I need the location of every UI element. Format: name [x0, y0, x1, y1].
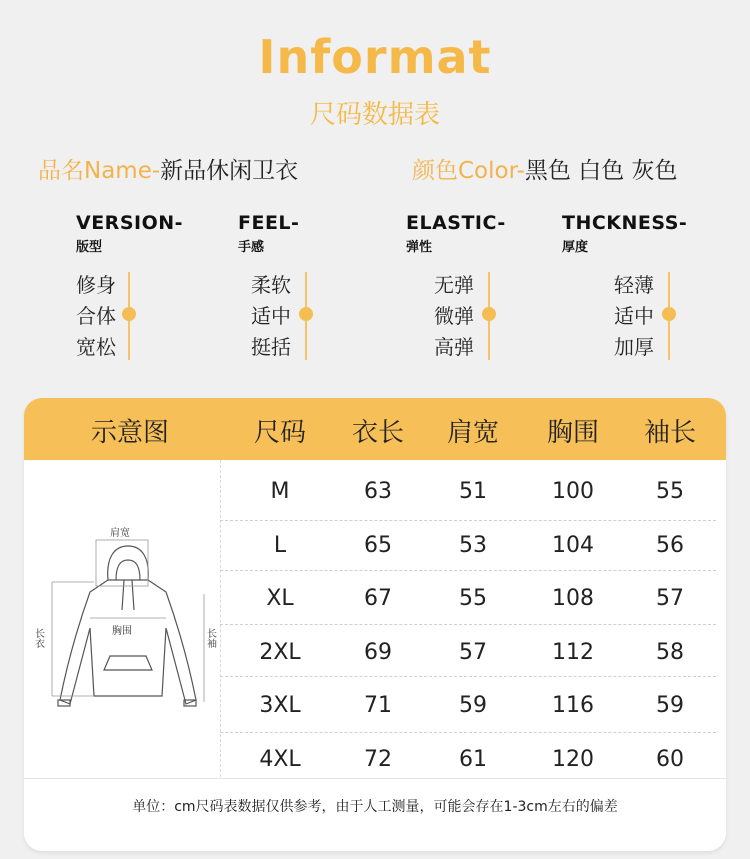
- cell-chest: 112: [552, 640, 594, 665]
- attribute-elastic: [406, 212, 566, 359]
- attribute-label-en: ELASTIC-: [406, 212, 506, 234]
- attribute-label-en: THCKNESS-: [562, 212, 688, 234]
- attribute-option: 轻薄: [614, 273, 654, 297]
- product-color-line: [412, 152, 678, 185]
- product-color-value: 黑色 白色 灰色: [524, 158, 678, 184]
- hoodie-pocket: [104, 656, 152, 670]
- product-name-key: 品名Name-: [38, 158, 161, 184]
- product-color-key: 颜色Color-: [412, 158, 525, 184]
- cell-shoulder: 51: [459, 479, 487, 504]
- cell-chest: 104: [552, 533, 594, 558]
- cell-chest: 120: [552, 747, 594, 772]
- cell-size: 3XL: [259, 693, 301, 718]
- cell-length: 69: [364, 640, 392, 665]
- cell-sleeve: 58: [656, 640, 684, 665]
- row-divider: [220, 624, 716, 625]
- attribute-option: 加厚: [614, 335, 654, 359]
- table-row: [220, 465, 726, 518]
- footer-divider: [24, 778, 726, 779]
- cell-sleeve: 59: [656, 693, 684, 718]
- attribute-label-cn: 版型: [76, 240, 103, 255]
- attribute-label-cn: 厚度: [562, 240, 589, 255]
- cell-chest: 108: [552, 586, 594, 611]
- table-row: [220, 572, 726, 625]
- cell-shoulder: 57: [459, 640, 487, 665]
- measurement-footnote: 单位：cm尺码表数据仅供参考，由于人工测量，可能会存在1-3cm左右的偏差: [132, 799, 618, 815]
- attribute-selected-dot: [662, 307, 676, 321]
- hood-inner: [116, 560, 140, 580]
- header-sleeve: 袖长: [643, 418, 696, 448]
- product-name-line: [38, 152, 298, 185]
- cell-sleeve: 57: [656, 586, 684, 611]
- cell-size: M: [270, 479, 290, 504]
- hoodie-diagram: [24, 460, 221, 777]
- attribute-label-cn: 手感: [238, 240, 265, 255]
- cell-chest: 100: [552, 479, 594, 504]
- attribute-label-cn: 弹性: [406, 240, 433, 255]
- cell-shoulder: 59: [459, 693, 487, 718]
- cell-sleeve: 56: [656, 533, 684, 558]
- attribute-option: 修身: [76, 273, 116, 297]
- row-divider: [220, 570, 716, 571]
- title-chinese: 尺码数据表: [309, 100, 440, 130]
- attribute-label-en: VERSION-: [76, 212, 184, 234]
- cell-sleeve: 55: [656, 479, 684, 504]
- diagram-label-length: 长衣: [32, 628, 44, 648]
- header-length: 衣长: [351, 418, 404, 448]
- cell-length: 72: [364, 747, 392, 772]
- attribute-option-selected: 合体: [76, 304, 116, 328]
- cell-size: L: [273, 533, 287, 558]
- cell-length: 63: [364, 479, 392, 504]
- header-shoulder: 肩宽: [446, 418, 499, 448]
- attribute-option: 挺括: [251, 335, 291, 359]
- cell-sleeve: 60: [656, 747, 684, 772]
- table-row: [220, 626, 726, 679]
- cell-shoulder: 55: [459, 586, 487, 611]
- attribute-selected-dot: [482, 307, 496, 321]
- attribute-feel: [238, 212, 398, 359]
- attribute-option: 柔软: [251, 273, 291, 297]
- table-row: [220, 679, 726, 732]
- title-english: Informat: [258, 30, 492, 84]
- cell-size: XL: [266, 586, 294, 611]
- diagram-label-shoulder: 肩宽: [110, 528, 130, 539]
- cell-shoulder: 53: [459, 533, 487, 558]
- attribute-selected-dot: [299, 307, 313, 321]
- attribute-thickness: [562, 212, 722, 359]
- attribute-option-selected: 适中: [251, 304, 291, 328]
- attribute-option-selected: 适中: [614, 304, 654, 328]
- attribute-option: 高弹: [434, 335, 474, 359]
- table-row: [220, 519, 726, 572]
- cell-shoulder: 61: [459, 747, 487, 772]
- header-diagram: 示意图: [90, 418, 169, 448]
- cell-length: 65: [364, 533, 392, 558]
- diagram-label-chest: 胸围: [112, 626, 132, 637]
- cell-size: 4XL: [259, 747, 301, 772]
- header-size: 尺码: [253, 418, 306, 448]
- product-name-value: 新品休闲卫衣: [160, 158, 299, 184]
- size-table-card: [24, 398, 726, 851]
- attribute-option: 宽松: [76, 335, 116, 359]
- attribute-selected-dot: [122, 307, 136, 321]
- header-chest: 胸围: [546, 418, 599, 448]
- attribute-option-selected: 微弹: [434, 304, 474, 328]
- hoodie-illustration: [24, 460, 220, 777]
- cell-size: 2XL: [259, 640, 301, 665]
- attribute-label-en: FEEL-: [238, 212, 300, 234]
- row-divider: [220, 676, 716, 677]
- cell-length: 67: [364, 586, 392, 611]
- diagram-label-sleeve: 长袖: [204, 628, 216, 648]
- hoodie-body: [60, 580, 196, 704]
- attribute-option: 无弹: [434, 273, 474, 297]
- cell-length: 71: [364, 693, 392, 718]
- attribute-version: [76, 212, 236, 359]
- cell-chest: 116: [552, 693, 594, 718]
- size-table-header: [24, 398, 726, 460]
- hood-outline: [108, 546, 149, 580]
